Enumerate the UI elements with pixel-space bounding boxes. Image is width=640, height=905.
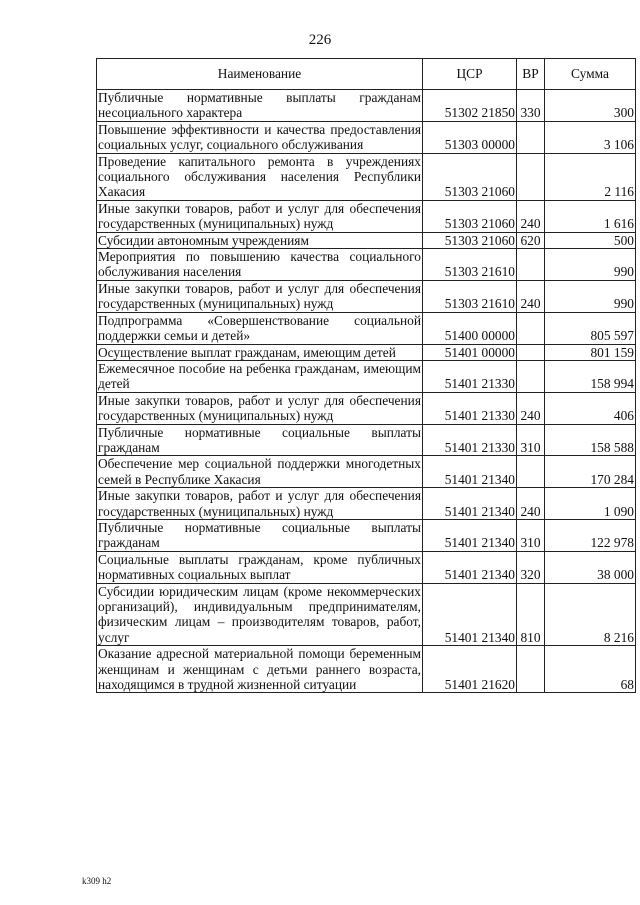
page-number: 226 [308, 32, 332, 48]
name-cell: Публичные нормативные социальные выплаты гражданам [98, 519, 421, 551]
csr-cell: 51401 21330 [423, 360, 517, 392]
table-row [97, 312, 636, 344]
sum-cell: 170 284 [545, 456, 636, 488]
sum-cell: 158 994 [545, 360, 636, 392]
table-row [97, 551, 636, 583]
header-csr: ЦСР [423, 59, 517, 90]
name-cell: Повышение эффективности и качества предоставления социальных услуг, социального обслуживания [98, 121, 421, 153]
name-cell: Осуществление выплат гражданам, имеющим детей [97, 344, 423, 360]
vr-cell: 240 [517, 488, 545, 520]
sum-cell: 406 [545, 392, 636, 424]
name-cell: Субсидии юридическим лицам (кроме некоммерческих организаций), индивидуальным предпринимателям, физическим лицам – производителям товаров, работ, услуг [98, 583, 421, 645]
name-cell: Обеспечение мер социальной поддержки многодетных семей в Республике Хакасия [98, 456, 421, 487]
vr-cell: 620 [517, 232, 545, 248]
table-row [97, 344, 636, 360]
sum-cell: 500 [545, 232, 636, 248]
table-row [97, 121, 636, 153]
sum-cell: 8 216 [545, 583, 636, 646]
table-row [97, 360, 636, 392]
table-row [97, 583, 636, 646]
table-row [97, 153, 636, 200]
csr-cell: 51303 21610 [423, 249, 517, 281]
header-name: Наименование [97, 59, 423, 90]
csr-cell: 51303 21060 [423, 153, 517, 200]
header-vr: ВР [517, 59, 545, 90]
csr-cell: 51401 21340 [423, 456, 517, 488]
sum-cell: 158 588 [545, 424, 636, 456]
vr-cell: 240 [517, 280, 545, 312]
sum-cell: 300 [545, 90, 636, 122]
vr-cell: 310 [517, 424, 545, 456]
csr-cell: 51401 21620 [423, 646, 517, 693]
name-cell: Иные закупки товаров, работ и услуг для обеспечения государственных (муниципальных) нужд [98, 392, 421, 424]
name-cell: Иные закупки товаров, работ и услуг для обеспечения государственных (муниципальных) нужд [98, 488, 421, 519]
table-row [97, 646, 636, 693]
csr-cell: 51401 21340 [423, 583, 517, 646]
sum-cell: 38 000 [545, 551, 636, 583]
table-row [97, 200, 636, 232]
sum-cell: 801 159 [545, 344, 636, 360]
vr-cell: 240 [517, 200, 545, 232]
table-header-row [97, 59, 636, 90]
table-row [97, 392, 636, 424]
name-cell: Проведение капитального ремонта в учреждениях социального обслуживания населения Республики Хакасия [98, 153, 421, 200]
name-cell: Ежемесячное пособие на ребенка гражданам, имеющим детей [98, 360, 421, 392]
csr-cell: 51401 21340 [423, 488, 517, 520]
csr-cell: 51401 21330 [423, 424, 517, 456]
csr-cell: 51302 21850 [423, 90, 517, 122]
table-row [97, 232, 636, 248]
footer-code: k309 h2 [82, 876, 112, 886]
sum-cell: 2 116 [545, 153, 636, 200]
table-body [97, 90, 636, 693]
sum-cell: 68 [545, 646, 636, 693]
sum-cell: 3 106 [545, 121, 636, 153]
vr-cell: 330 [517, 90, 545, 122]
name-cell: Иные закупки товаров, работ и услуг для обеспечения государственных (муниципальных) нужд [98, 200, 421, 232]
csr-cell: 51401 21340 [423, 519, 517, 551]
table-row [97, 249, 636, 281]
sum-cell: 122 978 [545, 519, 636, 551]
header-sum: Сумма [545, 59, 636, 90]
table-row [97, 90, 636, 122]
vr-cell [517, 344, 545, 360]
name-cell: Мероприятия по повышению качества социального обслуживания населения [98, 249, 421, 280]
csr-cell: 51401 21340 [423, 551, 517, 583]
vr-cell: 310 [517, 519, 545, 551]
csr-cell: 51303 21060 [423, 200, 517, 232]
name-cell: Субсидии автономным учреждениям [97, 232, 423, 248]
csr-cell: 51400 00000 [423, 312, 517, 344]
table-row [97, 456, 636, 488]
vr-cell: 810 [517, 583, 545, 646]
sum-cell: 1 090 [545, 488, 636, 520]
vr-cell [517, 249, 545, 281]
vr-cell [517, 121, 545, 153]
sum-cell: 990 [545, 280, 636, 312]
csr-cell: 51401 00000 [423, 344, 517, 360]
name-cell: Подпрограмма «Совершенствование социальной поддержки семьи и детей» [98, 312, 421, 344]
csr-cell: 51303 21610 [423, 280, 517, 312]
vr-cell [517, 360, 545, 392]
name-cell: Публичные нормативные социальные выплаты гражданам [98, 424, 421, 455]
csr-cell: 51401 21330 [423, 392, 517, 424]
csr-cell: 51303 00000 [423, 121, 517, 153]
name-cell: Оказание адресной материальной помощи беременным женщинам и женщинам с детьми раннего возраста, находящимся в трудной жизненной ситуации [98, 646, 421, 693]
vr-cell [517, 153, 545, 200]
sum-cell: 805 597 [545, 312, 636, 344]
name-cell: Социальные выплаты гражданам, кроме публичных нормативных социальных выплат [98, 551, 421, 583]
sum-cell: 990 [545, 249, 636, 281]
table-row [97, 488, 636, 520]
name-cell: Публичные нормативные выплаты гражданам несоциального характера [98, 90, 421, 121]
vr-cell: 320 [517, 551, 545, 583]
vr-cell [517, 456, 545, 488]
budget-table [96, 58, 636, 693]
vr-cell [517, 646, 545, 693]
table-row [97, 280, 636, 312]
name-cell: Иные закупки товаров, работ и услуг для обеспечения государственных (муниципальных) нужд [98, 280, 421, 312]
vr-cell: 240 [517, 392, 545, 424]
csr-cell: 51303 21060 [423, 232, 517, 248]
sum-cell: 1 616 [545, 200, 636, 232]
table-row [97, 519, 636, 551]
table-row [97, 424, 636, 456]
vr-cell [517, 312, 545, 344]
